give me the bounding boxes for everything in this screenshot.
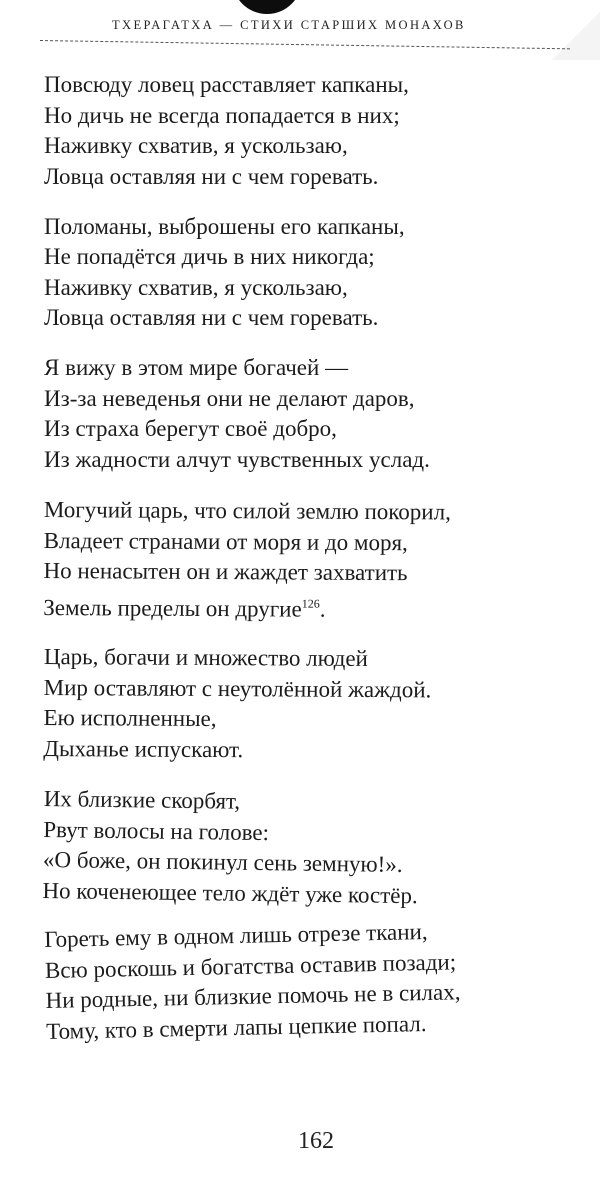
verse-line: Дыханье испускают. — [43, 735, 244, 762]
verse-line: Ею исполненные, — [43, 704, 217, 732]
verse-line: Из-за неведенья они не делают даров, — [44, 385, 415, 411]
stanza-5 — [43, 642, 584, 767]
verse-line: Владеет странами от моря и до моря, — [43, 526, 408, 555]
verse-line: Наживку схватив, я ускользаю, — [44, 274, 348, 300]
verse-line: Я вижу в этом мире богачей — — [44, 355, 349, 380]
scan-shadow-artifact — [232, 0, 302, 14]
verse-line: Ловца оставляя ни с чем горевать. — [44, 163, 379, 189]
stanza-1 — [44, 70, 584, 192]
page-corner-edge — [540, 0, 600, 60]
stanza-7 — [44, 914, 586, 1047]
stanza-2 — [44, 212, 584, 334]
verse-line: Тому, кто в смерти лапы цепкие попал. — [45, 1010, 427, 1044]
verse-line: Земель пределы он другие — [43, 593, 302, 621]
verse-line: Гореть ему в одном лишь отрезе ткани, — [44, 918, 428, 952]
verse-line: Наживку схватив, я ускользаю, — [44, 133, 348, 158]
running-head: ТХЕРАГАТХА — СТИХИ СТАРШИХ МОНАХОВ — [112, 18, 466, 32]
header-rule — [40, 40, 570, 49]
verse-line: Всю роскошь и богатства оставив позади; — [44, 948, 457, 983]
verse-line: Рвут волосы на голове: — [43, 815, 270, 845]
verse-line: Но дичь не всегда попадается в них; — [44, 102, 400, 128]
verse-line: Не попадётся дичь в них никогда; — [44, 244, 375, 269]
verse-line: Могучий царь, что силой землю покорил, — [43, 496, 451, 524]
stanza-6 — [42, 784, 584, 914]
verse-line: Царь, богачи и множество людей — [43, 643, 368, 671]
verse-line: Но коченеющее тело ждёт уже костёр. — [42, 876, 418, 908]
verse-line: Поломаны, выброшены его капканы, — [44, 213, 405, 239]
verse-line: Мир оставляют с неутолённой жаждой. — [43, 674, 432, 702]
verse-line: Повсюду ловец расставляет капканы, — [44, 72, 409, 97]
verse-line: Их близкие скорбят, — [43, 785, 241, 814]
verse-line: Из страха берегут своё добро, — [44, 416, 337, 441]
poem-text — [44, 70, 584, 1067]
verse-line-with-footnote — [43, 586, 583, 626]
verse-line: «О боже, он покинул сень земную!». — [42, 846, 403, 877]
stanza-3 — [44, 353, 584, 475]
verse-line: Ловца оставляя ни с чем горевать. — [44, 305, 379, 330]
page-number: 162 — [298, 1128, 334, 1154]
verse-line: Из жадности алчут чувственных услад. — [44, 446, 430, 472]
stanza-4 — [43, 495, 584, 626]
verse-line: Но ненасытен он и жаждет захватить — [43, 557, 408, 585]
line-end-punctuation: . — [319, 595, 326, 621]
verse-line: Ни родные, ни близкие помочь не в силах, — [45, 979, 461, 1013]
footnote-marker[interactable]: 126 — [301, 595, 320, 610]
